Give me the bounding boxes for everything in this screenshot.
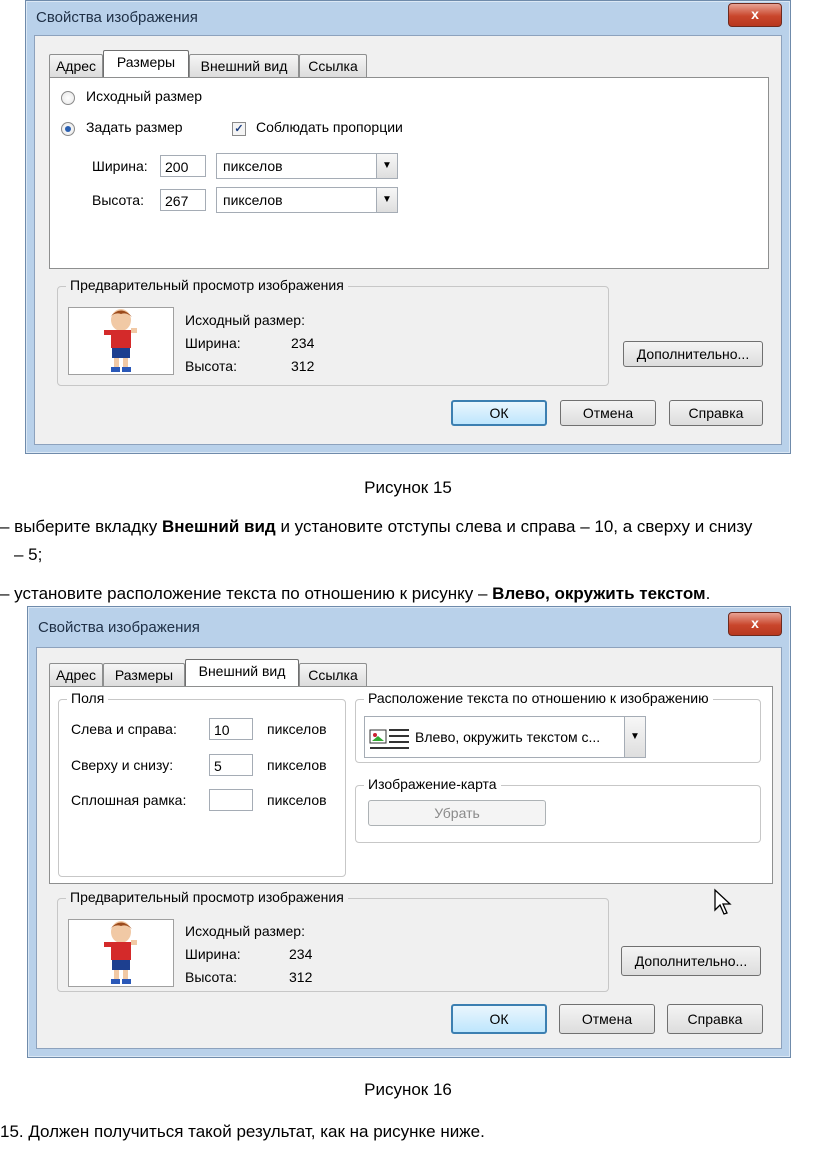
height-unit-select[interactable] [216, 187, 398, 213]
tab-link[interactable]: Ссылка [299, 663, 367, 686]
width-input[interactable]: 200 [160, 155, 206, 177]
dialog-title: Свойства изображения [38, 619, 200, 636]
text-wrap-select[interactable] [364, 716, 646, 758]
original-width-value: 234 [291, 335, 315, 351]
cancel-button[interactable]: Отмена [560, 400, 656, 426]
original-height-value: 312 [289, 969, 313, 985]
image-map-group [355, 776, 761, 843]
original-height-label: Высота: [185, 969, 237, 985]
figure-caption-15: Рисунок 15 [364, 478, 452, 497]
ok-button[interactable]: ОК [451, 400, 547, 426]
tab-panel-appearance [49, 686, 773, 884]
remove-button[interactable]: Убрать [368, 800, 546, 826]
tab-panel-size [49, 77, 769, 269]
radio-set-size[interactable] [61, 122, 75, 136]
left-right-input[interactable]: 10 [209, 718, 253, 740]
preview-group [57, 277, 609, 386]
dialog-body [34, 35, 782, 445]
preview-thumbnail [68, 919, 174, 987]
keep-ratio-label: Соблюдать пропорции [256, 119, 403, 135]
step-15-text: 15. Должен получиться такой результат, как на рисунке ниже. [0, 1122, 485, 1141]
tab-link[interactable]: Ссылка [299, 54, 367, 77]
tab-address[interactable]: Адрес [49, 54, 103, 77]
fields-group [58, 690, 346, 877]
keep-ratio-checkbox[interactable]: ✓ [232, 122, 246, 136]
top-bottom-unit: пикселов [267, 757, 327, 773]
width-label: Ширина: [92, 158, 148, 174]
text-wrap-group-title: Расположение текста по отношению к изображению [364, 690, 713, 706]
image-map-group-title: Изображение-карта [364, 776, 501, 792]
cancel-button[interactable]: Отмена [559, 1004, 655, 1034]
solid-border-unit: пикселов [267, 792, 327, 808]
figure-caption-16: Рисунок 16 [364, 1080, 452, 1099]
instruction-1-part-c: и установите отступы слева и справа – 10, а сверху и снизу [275, 517, 753, 536]
radio-original-size[interactable] [61, 91, 75, 105]
chevron-down-icon[interactable]: ▼ [376, 154, 397, 178]
instruction-line-2 [0, 584, 710, 604]
dialog-title: Свойства изображения [36, 9, 198, 26]
height-input[interactable]: 267 [160, 189, 206, 211]
preview-thumbnail [68, 307, 174, 375]
original-height-label: Высота: [185, 358, 237, 374]
radio-set-size-label: Задать размер [86, 119, 183, 135]
text-wrap-group [355, 690, 761, 763]
image-properties-dialog-2 [27, 606, 791, 1058]
wrap-left-icon [369, 723, 411, 751]
advanced-button[interactable]: Дополнительно... [621, 946, 761, 976]
solid-border-label: Сплошная рамка: [71, 792, 187, 808]
boy-figure-image [93, 308, 153, 374]
tab-size[interactable]: Размеры [103, 663, 185, 686]
tab-address[interactable]: Адрес [49, 663, 103, 686]
instruction-line-1-cont: – 5; [14, 545, 43, 564]
original-width-label: Ширина: [185, 946, 241, 962]
height-unit-value: пикселов [223, 192, 283, 208]
top-bottom-label: Сверху и снизу: [71, 757, 174, 773]
left-right-label: Слева и справа: [71, 721, 177, 737]
instruction-line-1 [0, 517, 752, 537]
instruction-2-part-a: – установите расположение текста по отношению к рисунку – [0, 584, 493, 603]
ok-button[interactable]: ОК [451, 1004, 547, 1034]
original-width-label: Ширина: [185, 335, 241, 351]
height-label: Высота: [92, 192, 144, 208]
preview-group-title: Предварительный просмотр изображения [66, 889, 348, 905]
help-button[interactable]: Справка [669, 400, 763, 426]
solid-border-input[interactable] [209, 789, 253, 811]
dialog-body [36, 647, 782, 1049]
preview-group-title: Предварительный просмотр изображения [66, 277, 348, 293]
image-properties-dialog-1 [25, 0, 791, 454]
boy-figure-image [93, 920, 153, 986]
original-size-label: Исходный размер: [185, 312, 305, 328]
chevron-down-icon[interactable]: ▼ [376, 188, 397, 212]
help-button[interactable]: Справка [667, 1004, 763, 1034]
original-width-value: 234 [289, 946, 313, 962]
width-unit-select[interactable] [216, 153, 398, 179]
tab-appearance[interactable]: Внешний вид [185, 659, 299, 686]
instruction-2-bold: Влево, окружить текстом [492, 584, 706, 603]
left-right-unit: пикселов [267, 721, 327, 737]
close-button[interactable]: x [728, 612, 782, 636]
top-bottom-input[interactable]: 5 [209, 754, 253, 776]
title-bar [26, 1, 790, 35]
mouse-cursor-icon [713, 888, 735, 916]
instruction-1-bold: Внешний вид [161, 517, 276, 536]
fields-group-title: Поля [67, 690, 108, 706]
preview-group [57, 889, 609, 992]
width-unit-value: пикселов [223, 158, 283, 174]
instruction-1-part-a: – выберите вкладку [0, 517, 162, 536]
tab-size[interactable]: Размеры [103, 50, 189, 77]
original-height-value: 312 [291, 358, 315, 374]
instruction-2-part-c: . [705, 584, 711, 603]
title-bar [28, 607, 790, 641]
text-wrap-value: Влево, окружить текстом с... [415, 729, 601, 745]
close-button[interactable]: x [728, 3, 782, 27]
chevron-down-icon[interactable]: ▼ [624, 717, 645, 757]
advanced-button[interactable]: Дополнительно... [623, 341, 763, 367]
original-size-label: Исходный размер: [185, 923, 305, 939]
radio-original-size-label: Исходный размер [86, 88, 203, 104]
tab-appearance[interactable]: Внешний вид [189, 54, 299, 77]
